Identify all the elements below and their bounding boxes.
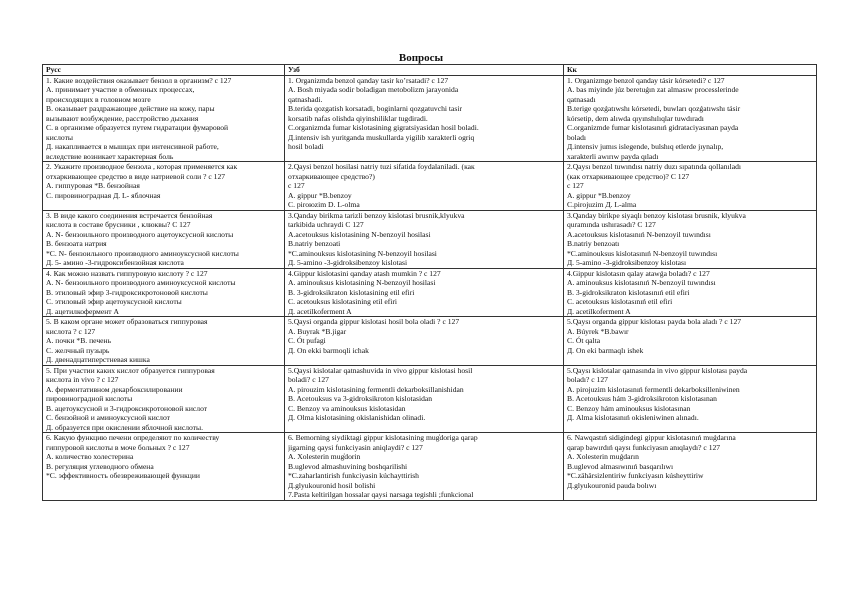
question-line: A.acetouksus kislotasınıń N-benzoyil tuwındısı [567,229,711,239]
question-cell-karakalpak [564,268,817,317]
question-line: C. piroюzim D. L-olma [288,200,360,209]
question-line: Д. образуется при окислении яблочной кислоты. [46,422,204,432]
question-line: С. желчный пузырь [46,345,110,355]
question-line: Д. acetilkoferment A [567,306,631,316]
question-row [43,162,817,211]
question-line: 4. Как можно назвать гиппуровую кислоту ? с 127 [46,268,208,278]
question-line: Д. Alma kislotasınıń okisleniwinen alınadı. [567,413,699,422]
question-line: Д.intensiv jumıs islegende, bulshıq etlerde jıynalıp, [567,142,724,151]
question-line: вызывают возбуждение, расстройство дыхания [46,113,199,123]
question-line: В. оказывает раздражающее действие на кожу, пары [46,104,215,113]
question-line: 2.Qaysi benzol hosilasi natriy tuzi sifatida foydalaniladi. (как [288,162,475,171]
question-line: C.pirojuzim Д. L-alma [567,200,637,209]
question-line: В. ацетоуксусной и 3-гидроксикротоновой кислот [46,403,208,413]
page-title: Вопросы [398,52,444,64]
question-line: qatnashadi. [288,94,323,104]
question-line: qarap bawırdıń qaysı funkciyasın anıqlaydı? с 127 [567,442,721,452]
question-line: Д.intensiv ish yuritganda muskullarda yigilib xarakterli ogriq [288,132,475,142]
question-line: quramında ushırasadı? C 127 [567,220,656,229]
question-line: Д. On eki barmaqlı ishek [567,345,644,355]
question-line: Д. 5-amino -3-gidroksibenzoy kislotasi [288,258,408,267]
question-row [43,268,817,317]
question-line: A. aminouksus kislotasining N-benzoyil hosilasi [288,278,436,287]
question-line: 4.Gippur kislotasın qalay atawǵa boladı? с 127 [567,268,710,278]
question-line: A. Buyrak *B.jigar [288,326,347,336]
question-line: кислота в составе брусники , клюквы? С 127 [46,220,191,229]
question-line: С. бензойной и аминоуксусной кислот [46,413,170,422]
question-line: 6. Какую функцию печени определяют по количеству [46,433,220,442]
question-row [43,317,817,366]
question-line: 5.Qaysi kislotalar qatnashuvida in vivo gippur kislotasi hosil [288,365,473,375]
question-line: гиппуровой кислоты в моче больных ? с 127 [46,442,190,452]
question-cell-karakalpak [564,210,817,268]
question-line: C. acetouksus kislotasining etil efiri [288,297,398,306]
question-cell-uzbek [285,365,564,433]
question-line: А. N- бензоильного производного аминоуксусной кислоты [46,278,236,287]
question-line: C. Ót pufagi [288,336,326,345]
question-cell-uzbek [285,162,564,211]
question-line: отхаркивающее средство в виде натриевой соли ? с 127 [46,171,226,181]
question-cell-karakalpak [564,75,817,162]
question-line: 7.Pasta keltirilgan hossalar qaysi narsaga tegishli ;funkcional [288,490,474,499]
question-line: отхаркивающее средство?) [288,171,375,181]
question-cell-russian [43,210,285,268]
question-line: A.acetouksus kislotasining N-benzoyil hosilasi [288,229,431,239]
question-line: происходящих в головном мозге [46,94,151,104]
question-line: кислота ? с 127 [46,326,96,336]
question-line: boladı? с 127 [567,375,608,384]
question-line: 5.Qaysi organda gippur kislotasi hosil bola oladi ? с 127 [288,317,460,326]
question-line: A. aminouksus kislotasınıń N-benzoyil tuwındısı [567,278,716,287]
question-cell-russian [43,75,285,162]
question-line: C. Benzoy va aminouksus kislotasidan [288,403,406,413]
question-line: C. Benzoy hám aminouksus kislotasınan [567,403,691,413]
question-line: A. Xolesterin muǵdarın [567,452,639,461]
question-line: C.organizmde fumar kislotasınıń gidrataciyasınan payda [567,123,739,132]
question-line: boladı [567,132,586,142]
question-line: В. регуляция углеводного обмена [46,461,154,471]
question-line: kórsetip, dem alıwda qıyınshılıqlar tuwdıradı [567,113,704,123]
table-header-row [43,65,817,76]
question-cell-russian [43,365,285,433]
question-line: В. бензоата натрия [46,239,107,248]
question-line: 3.Qanday birikpe siyaqlı benzoy kislotası brusnik, klyukva [567,210,746,220]
question-line: A. Búyrek *B.bawır [567,326,629,336]
question-line: (как отхаркивающее средство)? C 127 [567,171,690,181]
question-line: 4.Gippur kislotasini qanday atash mumkin ? с 127 [288,268,441,278]
question-line: Д.glyukouronid hosil bolishi [288,480,376,490]
question-line: 2. Укажите производное бензола , которая применяется как [46,162,238,171]
question-line: Д. двенадцатиперстневая кишка [46,355,150,364]
question-line: A. gippur *B.benzoy [288,190,352,200]
question-line: korsatib nafas olishda qiyinshiliklar tugdiradi. [288,113,428,123]
question-line: 5. При участии каких кислот образуется гиппуровая [46,365,215,375]
question-line: jigarning qaysi funkciyasin aniqlaydi? с 127 [288,442,423,452]
question-line: *С. N- бензоильного производного аминоуксусной кислоты [46,248,239,258]
question-line: 3. В виде какого соединения встречается бензойная [46,210,213,220]
question-line: 1. Какие воздействия оказывает бензол в организм? с 127 [46,75,232,85]
question-cell-karakalpak [564,365,817,433]
question-line: B. Acetouksus hám 3-gidroksikroton kislotasınan [567,394,717,403]
question-cell-uzbek [285,317,564,366]
question-cell-uzbek [285,210,564,268]
question-row [43,210,817,268]
question-line: C.organizmda fumar kislotasining gigratsiyasidan hosil boladi. [288,123,479,132]
question-line: *C.zähärsizlentiriw funkciyasın kúsheyttiriw [567,471,704,480]
question-row [43,365,817,433]
column-header-karakalpak: Кк [564,65,817,76]
question-line: Д. 5- амино -3-гидроксибензойная кислота [46,258,184,267]
question-line: Д. ацетилкофермент А [46,306,119,316]
question-line: кислоты [46,132,74,142]
question-line: 1. Organizmge benzol qanday tásir kórsetedi? c 127 [567,75,725,85]
question-line: А. количество холестерина [46,452,134,461]
question-line: B.terige qozǵatıwshı kórsetedi, buwları qozǵatıwshı tásir [567,104,741,113]
question-line: вследствие возникает характерная боль [46,151,174,161]
question-line: кислота in vivo ? с 127 [46,375,119,384]
questions-body [43,75,817,500]
question-line: Д. On ekki barmoqli ichak [288,345,369,355]
question-cell-karakalpak [564,317,817,366]
question-cell-uzbek [285,433,564,501]
question-line: A. gippur *B.benzoy [567,190,631,200]
question-cell-karakalpak [564,162,817,211]
column-header-uzbek: Узб [285,65,564,76]
question-line: Д. 5-amino -3-gidroksibenzoy kislotası [567,258,687,267]
question-line: Д. acetilkoferment A [288,306,352,316]
questions-table [42,64,817,501]
question-line: tarkibida uchraydi C 127 [288,220,364,229]
question-line: 5.Qaysı organda gippur kislotası payda bola aladı ? с 127 [567,317,742,326]
question-line: A. pirojuzim kislotasınıń fermentli dekarboksilleniwinen [567,384,740,394]
question-line: B. 3-gidroksikraton kislotasining etil efiri [288,287,415,297]
question-line: *С. эффективность обезвреживающей функции [46,471,200,480]
question-line: A. Bosh miyada sodir boladigan metobolizm jarayonida [288,85,459,94]
question-line: Д. Olma kislotasining okislanishidan olinadi. [288,413,426,422]
question-line: B.terida qozgatish korsatadi, boginlarni qozgatuvchi tasir [288,104,462,113]
question-line: A. bas miyinde júz beretuǵın zat almasıw processlerinde [567,85,739,94]
question-line: A. pirouzim kislotasining fermentli dekarboksillanishidan [288,384,464,394]
question-cell-uzbek [285,268,564,317]
question-line: *C.zaharlantirish funkciyasin kúchayttirish [288,471,419,480]
question-line: А. N- бензоильного производного ацетоуксусной кислоты [46,229,234,239]
question-line: пировиноградной кислоты [46,394,133,403]
question-line: 5.Qaysı kislotalar qatnasında in vivo gippur kislotası payda [567,365,748,375]
question-line: qatnasadı [567,94,596,104]
question-row [43,433,817,501]
question-line: А. ферментативном декарбоксилировании [46,384,183,394]
question-line: Д.glyukouronid pauda bolıwı [567,480,657,490]
question-cell-uzbek [285,75,564,162]
question-cell-russian [43,317,285,366]
question-line: B.uglevod almashuvining boshqarilishi [288,461,408,471]
question-line: c 127 [288,181,305,190]
question-line: Д. накапливается в мышцах при интенсивной работе, [46,142,219,151]
question-line: 6. Bemorning siydiktagi gippur kislotasining mug̓doriga qarap [288,433,478,442]
question-line: С. в организме образуется путем гидратации фумаровой [46,123,229,132]
question-line: c 127 [567,181,584,190]
question-line: C. acetouksus kislotasınıń etil efiri [567,297,673,306]
question-cell-karakalpak [564,433,817,501]
question-line: С. этиловый эфир ацетоуксусной кислоты [46,297,182,306]
question-line: А. принимает участие в обменных процессах, [46,85,195,94]
question-line: B. 3-gidroksikraton kislotasınıń etil efiri [567,287,690,297]
question-line: 3.Qanday birikma tarizli benzoy kislotasi brusnik,klyukva [288,210,465,220]
question-line: А. гиппуровая *В. бензойная [46,181,140,190]
question-line: B. Acetouksus va 3-gidroksikroton kislotasidan [288,394,433,403]
question-line: B.uglevod almasıwınıń basqarılıwı [567,461,674,471]
question-line: 1. Organizmda benzol qanday tasir ko’rsatadi? c 127 [288,75,449,85]
column-header-russian: Русс [43,65,285,76]
question-line: А. почки *В. печень [46,336,112,345]
question-cell-russian [43,433,285,501]
question-line: boladi? с 127 [288,375,329,384]
question-line: *C.aminouksus kislotasınıń N-benzoyil tuwındısı [567,248,718,258]
question-line: В. этиловый эфир 3-гидроксикротоновой кислоты [46,287,208,297]
question-line: 2.Qaysı benzol tuwındısı natriy duzı sıpatında qollanıladı [567,162,741,171]
question-line: A. Xolesterin mug̓dorin [288,452,361,461]
question-line: 5. В каком органе может образоваться гиппуровая [46,317,208,326]
question-line: С. пировиноградная Д. L- яблочная [46,190,161,200]
question-line: C. Ót qalta [567,336,601,345]
question-cell-russian [43,268,285,317]
question-line: hosil boladi [288,142,324,151]
question-line: 6. Nawqastıń sidigindegi gippur kislotasınıń muǵdarına [567,433,736,442]
question-row [43,75,817,162]
question-line: xarakterli awırıw payda qıladı [567,151,659,161]
question-line: B.natriy benzoatı [567,239,620,248]
question-line: B.natriy benzoati [288,239,341,248]
question-cell-russian [43,162,285,211]
question-line: *C.aminouksus kislotasining N-benzoyil hosilasi [288,248,437,258]
